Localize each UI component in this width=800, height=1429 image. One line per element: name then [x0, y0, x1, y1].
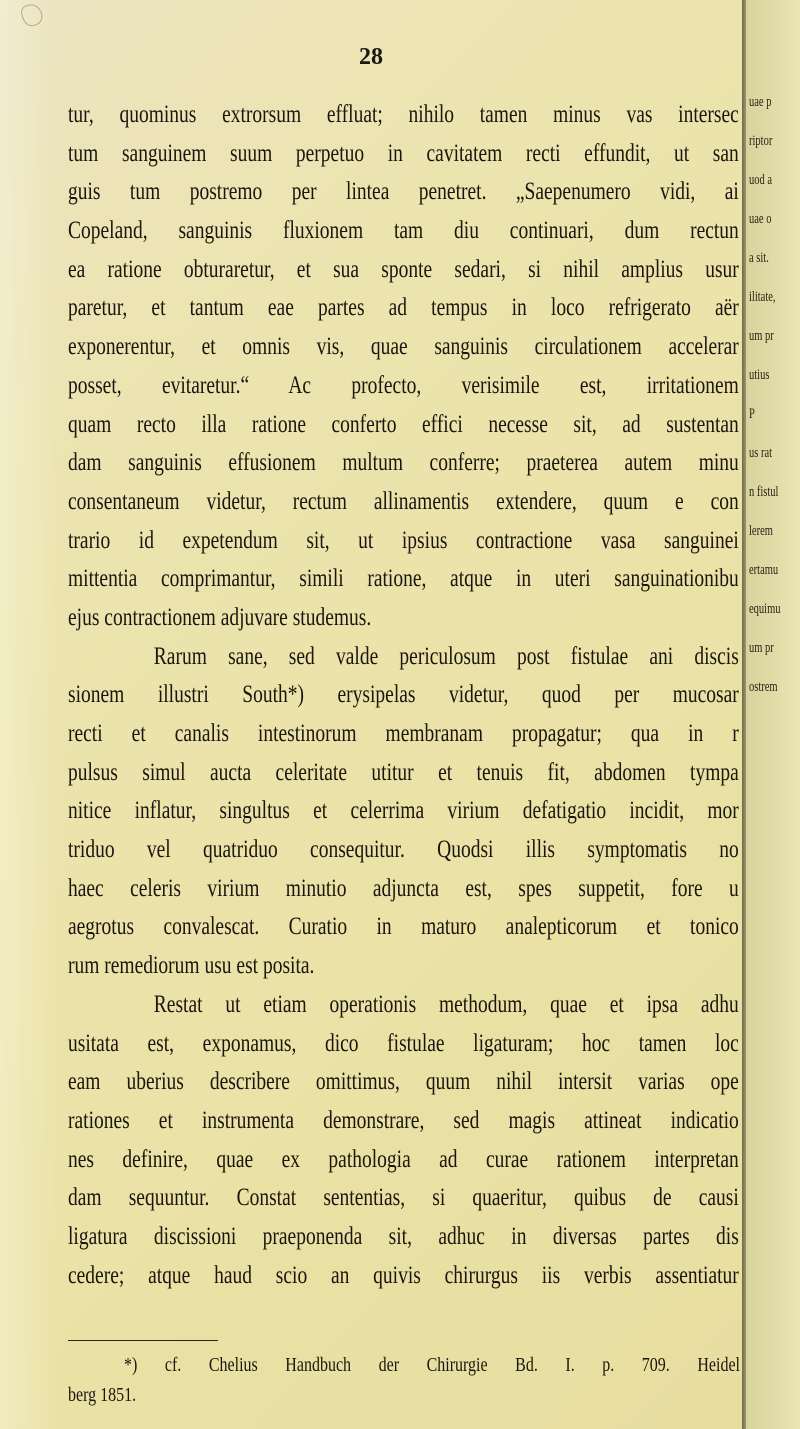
adjacent-text-fragment: um pr [749, 640, 774, 656]
adjacent-text-fragment: ilitate, [749, 289, 776, 305]
adjacent-text-fragment: equimu [749, 601, 781, 617]
footnote-line: berg 1851. [68, 1384, 137, 1406]
text-line: tum sanguinem suum perpetuo in cavitatem recti effundit, ut san [68, 139, 739, 167]
page-number: 28 [359, 44, 383, 70]
text-line: exponerentur, et omnis vis, quae sanguinis circulationem accelerar [68, 333, 739, 361]
paragraph-start-line: Restat ut etiam operationis methodum, quae et ipsa adhu [153, 990, 739, 1018]
text-line: aegrotus convalescat. Curatio in maturo analepticorum et tonico [68, 913, 739, 941]
adjacent-text-fragment: uae o [749, 211, 772, 227]
adjacent-text-fragment: riptor [749, 133, 773, 149]
text-line: usitata est, exponamus, dico fistulae ligaturam; hoc tamen loc [68, 1029, 739, 1057]
text-line: dam sanguinis effusionem multum conferre; praeterea autem minu [68, 449, 739, 477]
adjacent-text-fragment: ostrem [749, 679, 778, 695]
adjacent-text-fragment: um pr [749, 328, 774, 344]
adjacent-text-fragment: P [749, 406, 755, 422]
page-light-edge [0, 0, 60, 1429]
text-line: consentaneum videtur, rectum allinamentis extendere, quum e con [68, 487, 739, 515]
text-line: mittentia comprimantur, simili ratione, atque in uteri sanguinationibu [68, 565, 739, 593]
adjacent-text-fragment: lerem [749, 523, 773, 539]
body-text [68, 96, 742, 1295]
footnote-line: *) cf. Chelius Handbuch der Chirurgie Bd. I. p. 709. Heidel [124, 1354, 740, 1376]
adjacent-page-edge [746, 0, 800, 1429]
text-line: recti et canalis intestinorum membranam propagatur; qua in r [68, 720, 739, 747]
text-line: nitice inflatur, singultus et celerrima virium defatigatio incidit, mor [68, 797, 739, 825]
adjacent-text-fragment: a sit. [749, 250, 769, 266]
text-line: sionem illustri South*) erysipelas videtur, quod per mucosar [68, 681, 739, 709]
adjacent-text-fragment: utius [749, 367, 770, 383]
text-line: quam recto illa ratione conferto effici necesse sit, ad sustentan [68, 410, 739, 438]
text-line: paretur, et tantum eae partes ad tempus in loco refrigerato aër [68, 294, 739, 322]
adjacent-text-fragment: ertamu [749, 562, 779, 578]
text-line: haec celeris virium minutio adjuncta est, spes suppetit, fore u [68, 874, 739, 902]
text-line: rationes et instrumenta demonstrare, sed magis attineat indicatio [68, 1106, 739, 1134]
text-line: dam sequuntur. Constat sententias, si quaeritur, quibus de causi [68, 1184, 739, 1212]
text-line: trario id expetendum sit, ut ipsius contractione vasa sanguinei [68, 526, 739, 554]
text-line: tur, quominus extrorsum effluat; nihilo tamen minus vas intersec [68, 101, 739, 128]
adjacent-text-fragment: uae p [749, 94, 772, 110]
text-line: posset, evitaretur.“ Ac profecto, verisimile est, irritationem [68, 371, 739, 399]
text-line: nes definire, quae ex pathologia ad curae rationem interpretan [68, 1145, 739, 1173]
text-line: eam uberius describere omittimus, quum nihil intersit varias ope [68, 1068, 739, 1096]
adjacent-text-fragment: us rat [749, 445, 773, 461]
text-line: pulsus simul aucta celeritate utitur et tenuis fit, abdomen tympa [68, 758, 739, 786]
text-line: rum remediorum usu est posita. [68, 952, 315, 980]
adjacent-text-fragment: n fistul [749, 484, 779, 500]
text-line: cedere; atque haud scio an quivis chirurgus iis verbis assentiatur [68, 1261, 739, 1289]
text-line: ejus contractionem adjuvare studemus. [68, 603, 372, 631]
text-line: guis tum postremo per lintea penetret. „Saepenumero vidi, ai [68, 178, 739, 206]
paragraph-start-line: Rarum sane, sed valde periculosum post fistulae ani discis [153, 642, 739, 670]
text-line: triduo vel quatriduo consequitur. Quodsi illis symptomatis no [68, 836, 739, 864]
footnote [68, 1350, 742, 1410]
text-line: Copeland, sanguinis fluxionem tam diu continuari, dum rectun [68, 217, 739, 245]
text-line: ea ratione obturaretur, et sua sponte sedari, si nihil amplius usur [68, 255, 739, 283]
footnote-divider [68, 1340, 218, 1341]
text-line: ligatura discissioni praeponenda sit, adhuc in diversas partes dis [68, 1222, 739, 1250]
adjacent-text-fragment: uod a [749, 172, 773, 188]
